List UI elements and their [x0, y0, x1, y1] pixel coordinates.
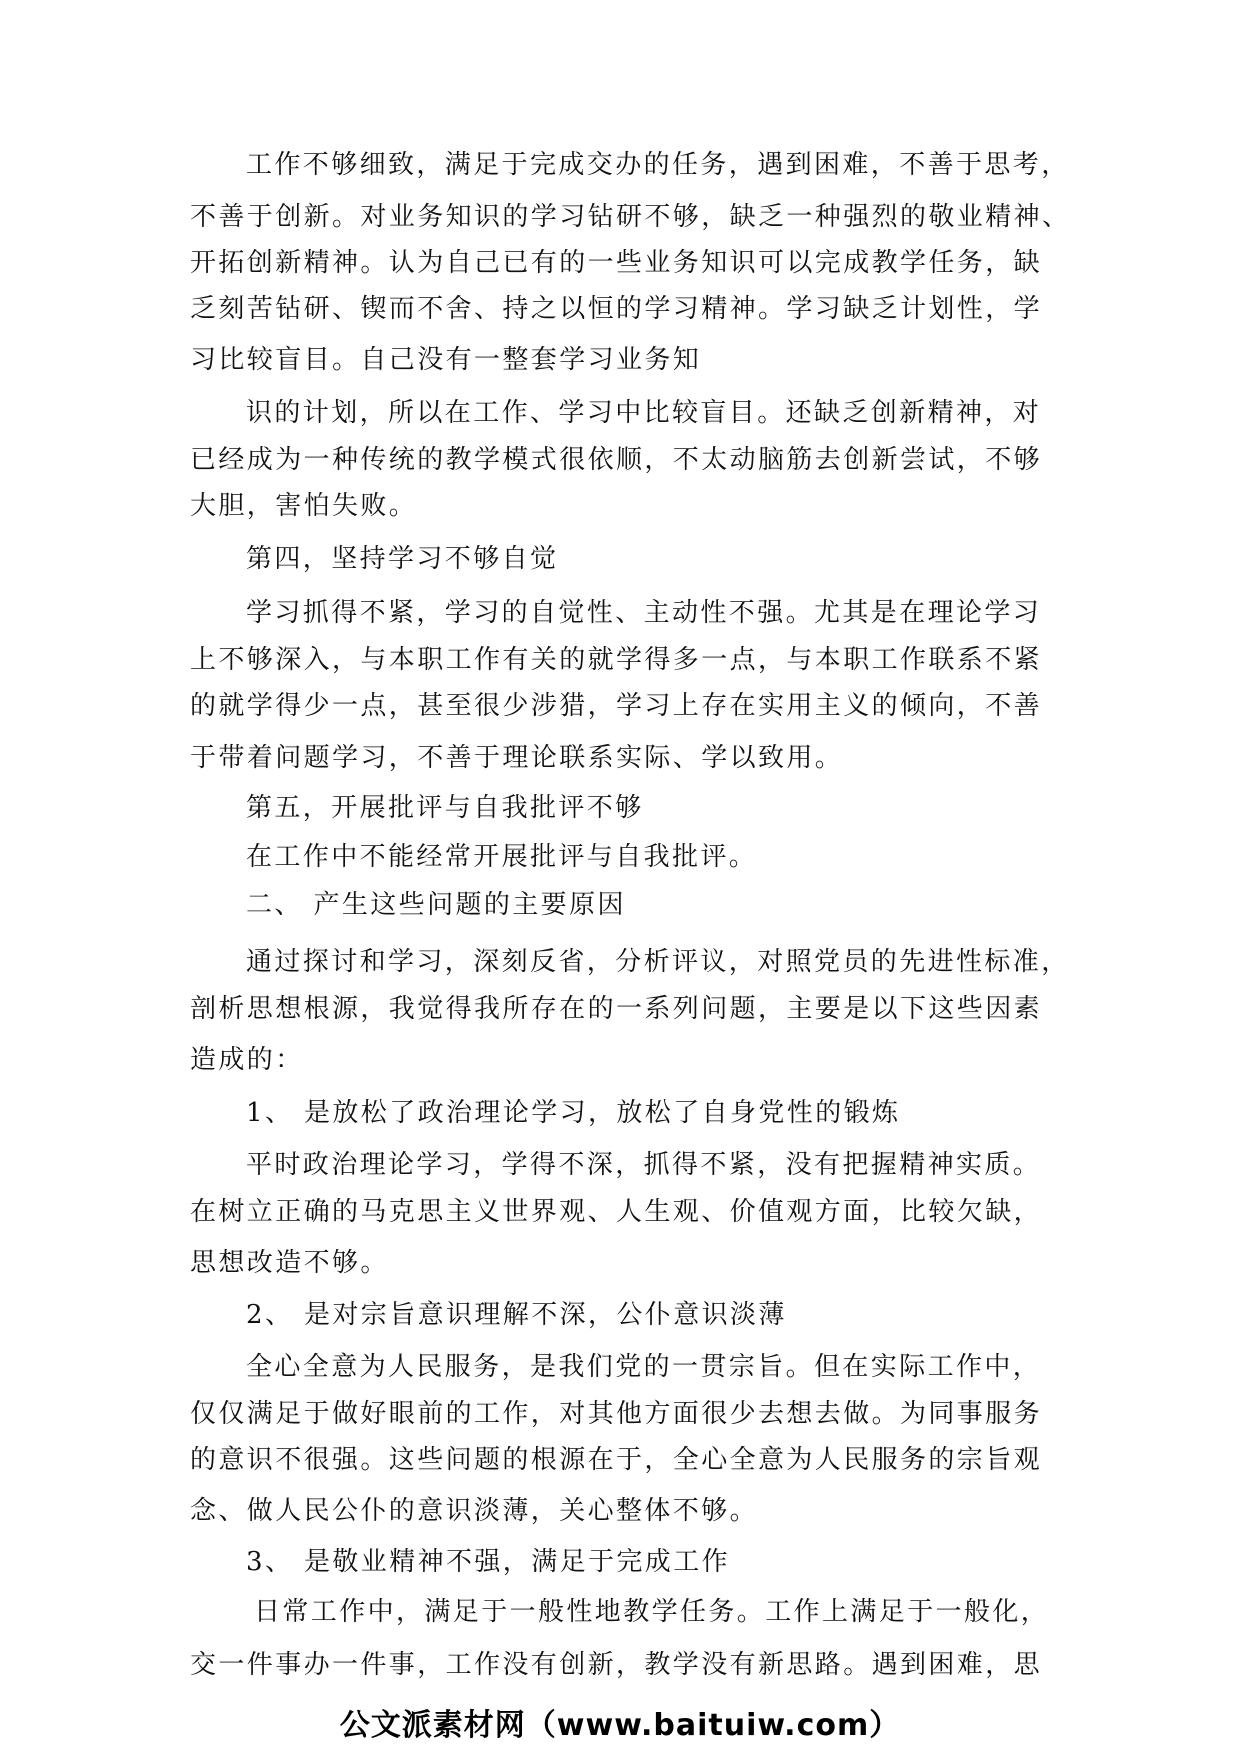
- body-line: 日常工作中，满足于一般性地教学任务。工作上满足于一般化，: [254, 1597, 1050, 1627]
- body-line: 工作不够细致，满足于完成交办的任务，遇到困难，不善于思考，: [246, 150, 1070, 180]
- body-line: 于带着问题学习，不善于理论联系实际、学以致用。: [190, 743, 844, 773]
- body-line: 全心全意为人民服务，是我们党的一贯宗旨。但在实际工作中，: [246, 1352, 1042, 1382]
- section-heading: 第五，开展批评与自我批评不够: [246, 793, 644, 823]
- section-heading: 二、 产生这些问题的主要原因: [246, 890, 626, 920]
- body-line: 仅仅满足于做好眼前的工作，对其他方面很少去想去做。为同事服务: [190, 1399, 1043, 1429]
- body-line: 交一件事办一件事，工作没有创新，教学没有新思路。遇到困难，思: [190, 1650, 1043, 1680]
- body-line: 造成的：: [190, 1045, 304, 1075]
- body-line: 上不够深入，与本职工作有关的就学得多一点，与本职工作联系不紧: [190, 645, 1043, 675]
- body-line: 开拓创新精神。认为自己已有的一些业务知识可以完成教学任务，缺: [190, 248, 1043, 278]
- body-line: 通过探讨和学习，深刻反省，分析评议，对照党员的先进性标准，: [246, 947, 1070, 977]
- body-line: 大胆，害怕失败。: [190, 491, 418, 521]
- body-line: 的意识不很强。这些问题的根源在于，全心全意为人民服务的宗旨观: [190, 1445, 1043, 1475]
- body-line: 已经成为一种传统的教学模式很依顺，不太动脑筋去创新尝试，不够: [190, 445, 1043, 475]
- body-line: 识的计划，所以在工作、学习中比较盲目。还缺乏创新精神，对: [246, 398, 1042, 428]
- body-line: 在工作中不能经常开展批评与自我批评。: [246, 842, 758, 872]
- body-line: 思想改造不够。: [190, 1248, 389, 1278]
- body-line: 乏刻苦钻研、锲而不舍、持之以恒的学习精神。学习缺乏计划性，学: [190, 294, 1043, 324]
- section-heading: 第四，坚持学习不够自觉: [246, 544, 559, 574]
- body-line: 习比较盲目。自己没有一整套学习业务知: [190, 345, 702, 375]
- body-line: 剖析思想根源，我觉得我所存在的一系列问题，主要是以下这些因素: [190, 994, 1043, 1024]
- body-line: 平时政治理论学习，学得不深，抓得不紧，没有把握精神实质。: [246, 1150, 1042, 1180]
- footer-watermark: 公文派素材网（www.baituiw.com）: [339, 1708, 901, 1743]
- body-line: 的就学得少一点，甚至很少涉猎，学习上存在实用主义的倾向，不善: [190, 691, 1043, 721]
- body-line: 念、做人民公仆的意识淡薄，关心整体不够。: [190, 1496, 759, 1526]
- body-line: 不善于创新。对业务知识的学习钻研不够，缺乏一种强烈的敬业精神、: [190, 202, 1071, 232]
- body-line: 在树立正确的马克思主义世界观、人生观、价值观方面，比较欠缺，: [190, 1197, 1043, 1227]
- section-heading: 1、 是放松了政治理论学习，放松了自身党性的锻炼: [246, 1098, 901, 1128]
- section-heading: 3、 是敬业精神不强，满足于完成工作: [246, 1547, 731, 1577]
- body-line: 学习抓得不紧，学习的自觉性、主动性不强。尤其是在理论学习: [246, 598, 1042, 628]
- section-heading: 2、 是对宗旨意识理解不深，公仆意识淡薄: [246, 1300, 787, 1330]
